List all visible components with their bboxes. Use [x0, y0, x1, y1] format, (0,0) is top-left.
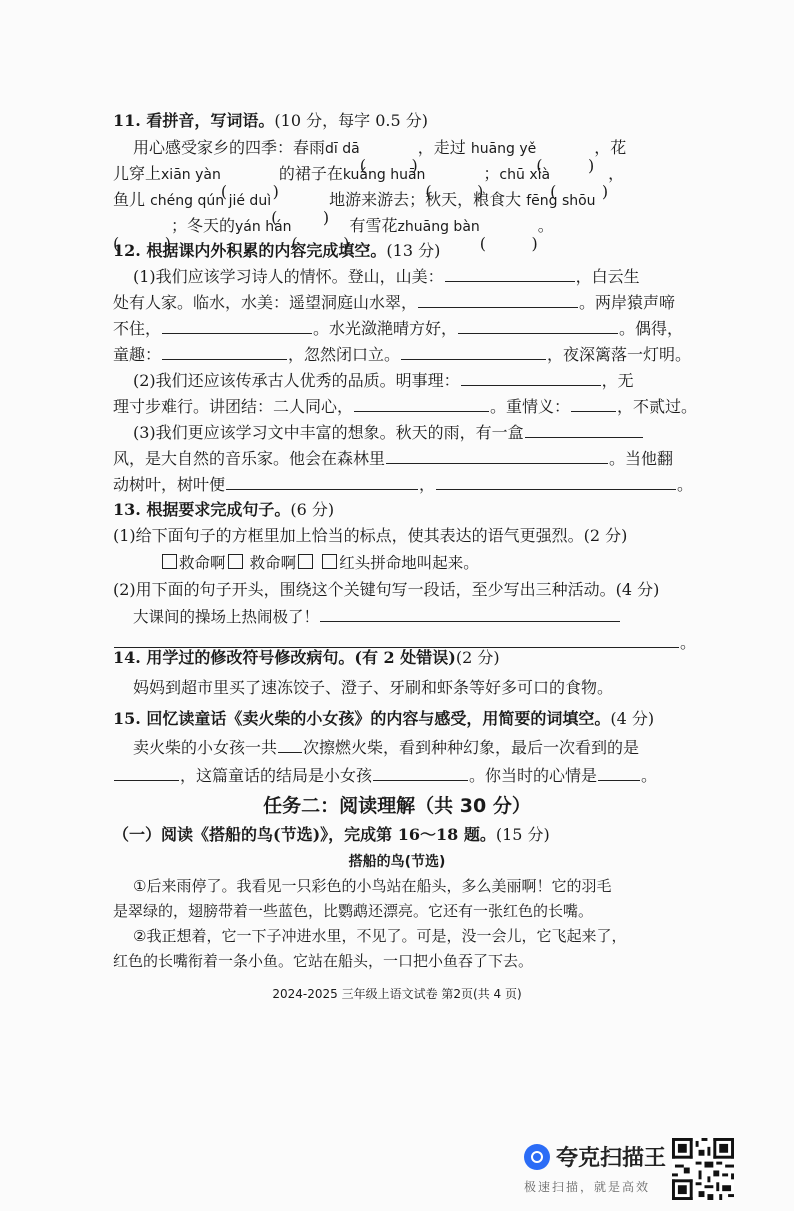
q14-sentence: 妈妈到超市里买了速冻饺子、澄子、牙刷和虾条等好多可口的食物。 — [133, 678, 614, 697]
q11-line2: 儿穿上xiān yàn 的裙子在kuáng huān ；chū xià ， — [113, 164, 625, 183]
q13-writing-line: 。 — [113, 630, 688, 656]
q12-line8: 风，是大自然的音乐家。他会在森林里 。当他翻 — [113, 449, 674, 468]
q12-line9: 动树叶，树叶便 ， 。 — [113, 475, 694, 494]
q15-title: 15. 回忆读童话《卖火柴的小女孩》的内容与感受，用简要的词填空。(4 分) — [113, 709, 655, 728]
reading1-p1-line2: 是翠绿的，翅膀带着一些蓝色，比鹦鹉还漂亮。它还有一张红色的长嘴。 — [113, 902, 594, 920]
page-footer: 2024-2025 三年级上语文试卷 第2页(共 4 页) — [272, 987, 522, 1001]
q15-line1: 卖火柴的小女孩一共 次擦燃火柴，看到种种幻象，最后一次看到的是 — [133, 738, 640, 757]
punctuation-box-2[interactable] — [228, 554, 243, 569]
scanner-brand: 夸克扫描王 — [556, 1146, 667, 1171]
scanner-slogan: 极速扫描，就是高效 — [524, 1180, 651, 1194]
q13-sub1: (1)给下面句子的方框里加上恰当的标点，使其表达的语气更强烈。(2 分) — [113, 526, 628, 545]
q12-line7: (3)我们更应该学习文中丰富的想象。秋天的雨，有一盒 — [133, 420, 708, 446]
punctuation-box-3[interactable] — [298, 554, 313, 569]
q12-line2: 处有人家。临水，水美：遥望洞庭山水翠， 。两岸猿声啼 — [113, 293, 676, 312]
q12-line1: (1)我们应该学习诗人的情怀。登山，山美： ，白云生 — [133, 267, 640, 286]
punctuation-box-4[interactable] — [322, 554, 337, 569]
scanner-logo-icon — [524, 1144, 550, 1170]
q11-line4: ；冬天的yán hán 有雪花zhuāng bàn 。 — [171, 216, 554, 235]
q12-line5: (2)我们还应该传承古人优秀的品质。明事理： ，无 — [133, 371, 634, 390]
q13-title: 13. 根据要求完成句子。(6 分) — [113, 500, 335, 519]
q12-line4: 童趣： ，忽然闭口立。 ，夜深篱落一灯明。 — [113, 345, 692, 364]
q11-line3: 鱼儿 chéng qún jié duì 地游来游去；秋天，粮食大 fēng shōu — [113, 190, 596, 209]
q12-line6: 理寸步难行。讲团结：二人同心， 。重情义： ，不贰过。 — [113, 397, 698, 416]
reading1-p2-line1: ②我正想着，它一下子冲进水里，不见了。可是，没一会儿，它飞起来了， — [133, 927, 627, 945]
q13-sub2: (2)用下面的句子开头，围绕这个关键句写一段话，至少写出三种活动。(4 分) — [113, 580, 660, 599]
task2-title: 任务二：阅读理解（共 30 分） — [263, 795, 531, 817]
q12-line3: 不住， 。水光潋滟晴方好， 。偶得， — [113, 319, 684, 338]
reading1-title: 搭船的鸟(节选) — [348, 854, 446, 870]
qr-code-icon — [672, 1138, 734, 1200]
reading1-p2-line2: 红色的长嘴衔着一条小鱼。它站在船头，一口把小鱼吞了下去。 — [113, 952, 534, 970]
punctuation-box-1[interactable] — [162, 554, 177, 569]
scanner-watermark — [524, 1138, 794, 1208]
q12-title: 12. 根据课内外积累的内容完成填空。(13 分) — [113, 241, 441, 260]
q14-title: 14. 用学过的修改符号修改病句。(有 2 处错误)(2 分) — [113, 648, 500, 667]
q11-title: 11. 看拼音，写词语。(10 分，每字 0.5 分) — [113, 111, 428, 130]
q13-sub1-sentence: 救命啊 救命啊 红头拼命地叫起来。 — [160, 550, 735, 576]
q15-line2: ，这篇童话的结局是小女孩 。你当时的心情是 。 — [113, 763, 688, 789]
q13-sub2-start: 大课间的操场上热闹极了！ — [133, 604, 708, 630]
reading1-p1-line1: ①后来雨停了。我看见一只彩色的小鸟站在船头，多么美丽啊！它的羽毛 — [133, 877, 612, 895]
reading1-heading: （一）阅读《搭船的鸟(节选)》，完成第 16～18 题。(15 分) — [113, 825, 550, 844]
q11-line1: 用心感受家乡的四季：春雨dī dā ，走过 huāng yě ，花 — [133, 138, 627, 157]
